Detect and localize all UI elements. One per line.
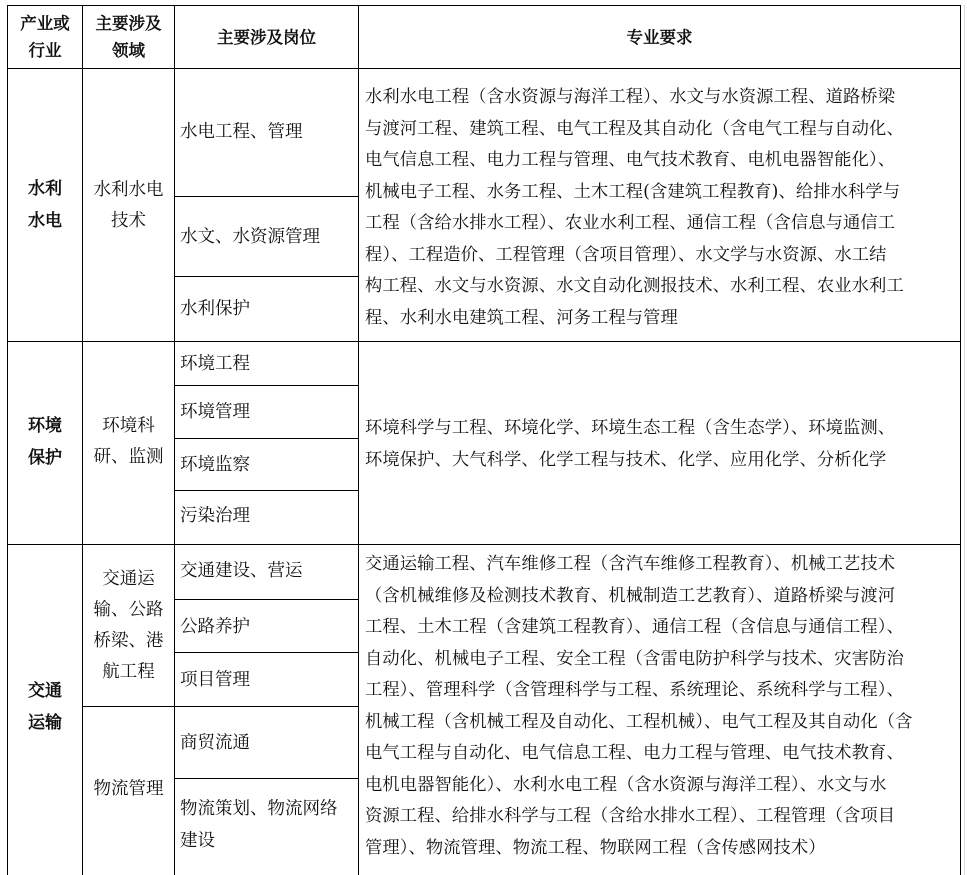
grid-line bbox=[174, 385, 359, 386]
domain-cell: 环境科 研、监测 bbox=[93, 416, 164, 467]
position-cell: 水电工程、管理 bbox=[180, 122, 303, 142]
grid-line bbox=[174, 196, 359, 197]
grid-line bbox=[7, 544, 961, 545]
position-cell: 水文、水资源管理 bbox=[180, 227, 320, 247]
requirements-cell: 环境科学与工程、环境化学、环境生态工程（含生态学）、环境监测、 环境保护、大气科学、化学工程与技术、化学、应用化学、分析化学 bbox=[365, 418, 896, 470]
position-cell: 污染治理 bbox=[180, 506, 250, 526]
grid-line bbox=[174, 778, 359, 779]
grid-line bbox=[7, 341, 961, 342]
position-cell: 环境监察 bbox=[180, 455, 250, 475]
grid-line bbox=[174, 652, 359, 653]
position-cell: 环境工程 bbox=[180, 354, 250, 374]
domain-cell: 水利水电 技术 bbox=[93, 180, 164, 231]
grid-line bbox=[82, 706, 359, 707]
position-cell: 交通建设、营运 bbox=[180, 561, 303, 581]
requirements-cell: 水利水电工程（含水资源与海洋工程）、水文与水资源工程、道路桥梁 与渡河工程、建筑工程、电气工程及其自动化（含电气工程与自动化、 电气信息工程、电力工程与管理、电气技术教育、电机电器智能化）、 机械电子工程、水务工程、土木工程(含建筑工程教育)、给排水科学与 工程（含给水排水工程）、农业水利工程、通信工程（含信息与通信工 程）、工程造价、工程管理（含项目管理）、水文学与水资源、水工结 构工程、水文与水资源、水文自动化测报技术、水利工程、农业水利工 程、水利水电建筑工程、河务工程与管理 bbox=[365, 87, 904, 328]
industry-cell: 环境 保护 bbox=[28, 416, 62, 468]
grid-line bbox=[174, 276, 359, 277]
grid-line bbox=[174, 438, 359, 439]
industry-cell: 交通 运输 bbox=[28, 681, 62, 733]
position-cell: 水利保护 bbox=[180, 299, 250, 319]
grid-line bbox=[174, 490, 359, 491]
position-cell: 项目管理 bbox=[180, 670, 250, 690]
requirements-cell: 交通运输工程、汽车维修工程（含汽车维修工程教育）、机械工艺技术 （含机械维修及检测技术教育、机械制造工艺教育）、道路桥梁与渡河 工程、土木工程（含建筑工程教育）、通信工程（含信息与通信工程）、 自动化、机械电子工程、安全工程（含雷电防护科学与技术、灾害防治 工程）、管理科学（含管理科学与工程、系统理论、系统科学与工程）、 机械工程（含机械工程及自动化、工程机械）、电气工程及其自动化（含 电气工程与自动化、电气信息工程、电力工程与管理、电气技术教育、 电机电器智能化）、水利水电工程（含水资源与海洋工程）、水文与水 资源工程、给排水科学与工程（含给水排水工程）、工程管理（含项目 管理）、物流管理、物流工程、物联网工程（含传感网技术） bbox=[365, 554, 913, 858]
grid-line bbox=[7, 68, 961, 69]
header-industry: 产业或 行业 bbox=[20, 14, 70, 60]
position-cell: 公路养护 bbox=[180, 617, 250, 637]
grid-line bbox=[174, 599, 359, 600]
position-cell: 环境管理 bbox=[180, 402, 250, 422]
domain-cell: 交通运 输、公路 桥梁、港 航工程 bbox=[93, 569, 164, 682]
industry-cell: 水利 水电 bbox=[28, 179, 62, 231]
header-domain: 主要涉及 领域 bbox=[95, 14, 162, 60]
header-requirements: 专业要求 bbox=[626, 28, 693, 47]
position-cell: 商贸流通 bbox=[180, 733, 250, 753]
page-edge bbox=[964, 5, 965, 875]
domain-cell: 物流管理 bbox=[93, 779, 164, 799]
position-cell: 物流策划、物流网络 建设 bbox=[180, 799, 338, 851]
header-positions: 主要涉及岗位 bbox=[217, 28, 316, 47]
grid-line bbox=[960, 5, 961, 875]
